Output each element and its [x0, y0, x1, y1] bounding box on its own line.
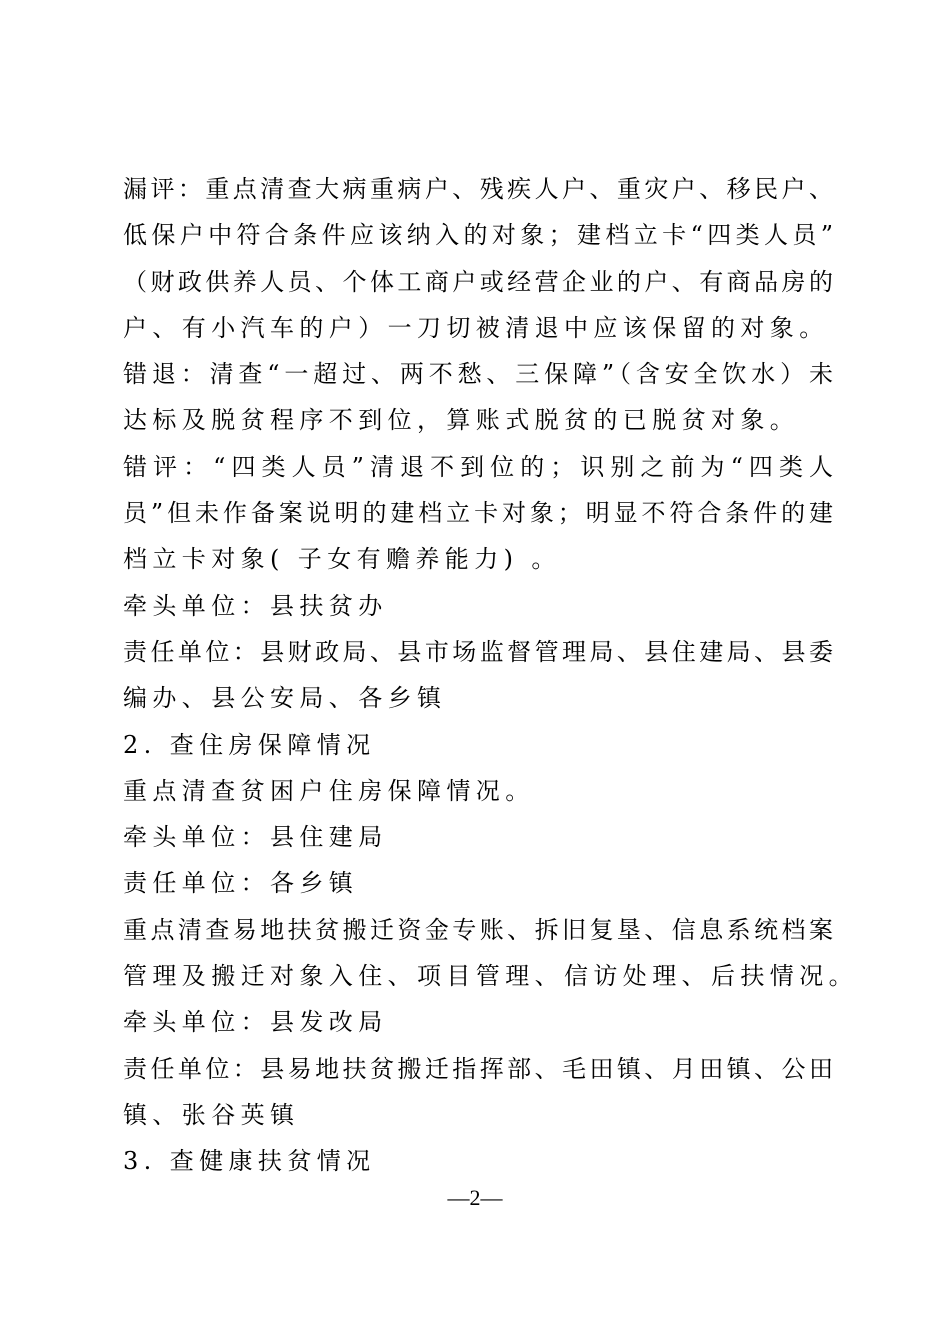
- text-line: 户、有小汽车的户）一刀切被清退中应该保留的对象。: [123, 313, 829, 342]
- text-line: 责任单位：各乡镇: [123, 869, 359, 898]
- text-line: 编办、县公安局、各乡镇: [123, 684, 447, 713]
- section-heading: 3. 查健康扶贫情况: [123, 1147, 376, 1176]
- text-line: 低保户中符合条件应该纳入的对象；建档立卡“四类人员”: [123, 221, 833, 250]
- document-body: [123, 166, 858, 1185]
- text-line: 管理及搬迁对象入住、项目管理、信访处理、后扶情况。: [123, 962, 858, 991]
- text-line: 重点清查贫困户住房保障情况。: [123, 776, 535, 805]
- text-line: 档立卡对象( 子女有赡养能力) 。: [123, 545, 561, 574]
- text-line: 牵头单位：县发改局: [123, 1008, 388, 1037]
- text-line: 达标及脱贫程序不到位，算账式脱贫的已脱贫对象。: [123, 406, 800, 435]
- text-line: 牵头单位：县住建局: [123, 823, 388, 852]
- text-line: 责任单位：县易地扶贫搬迁指挥部、毛田镇、月田镇、公田: [123, 1054, 833, 1083]
- text-line: 员”但未作备案说明的建档立卡对象；明显不符合条件的建: [123, 499, 833, 528]
- text-line: 重点清查易地扶贫搬迁资金专账、拆旧复垦、信息系统档案: [123, 915, 833, 944]
- text-line: （财政供养人员、个体工商户或经营企业的户、有商品房的: [123, 267, 833, 296]
- text-line: 漏评：重点清查大病重病户、残疾人户、重灾户、移民户、: [123, 175, 833, 203]
- text-line: 责任单位：县财政局、县市场监督管理局、县住建局、县委: [123, 637, 833, 666]
- page-number: —2—: [447, 1185, 503, 1210]
- text-line: 牵头单位：县扶贫办: [123, 591, 388, 620]
- text-line: 错退：清查“一超过、两不愁、三保障”（含安全饮水）未: [123, 360, 833, 389]
- section-heading: 2. 查住房保障情况: [123, 730, 376, 759]
- text-line: 镇、张谷英镇: [123, 1100, 300, 1129]
- text-line: 错评：“四类人员”清退不到位的；识别之前为“四类人: [123, 452, 833, 481]
